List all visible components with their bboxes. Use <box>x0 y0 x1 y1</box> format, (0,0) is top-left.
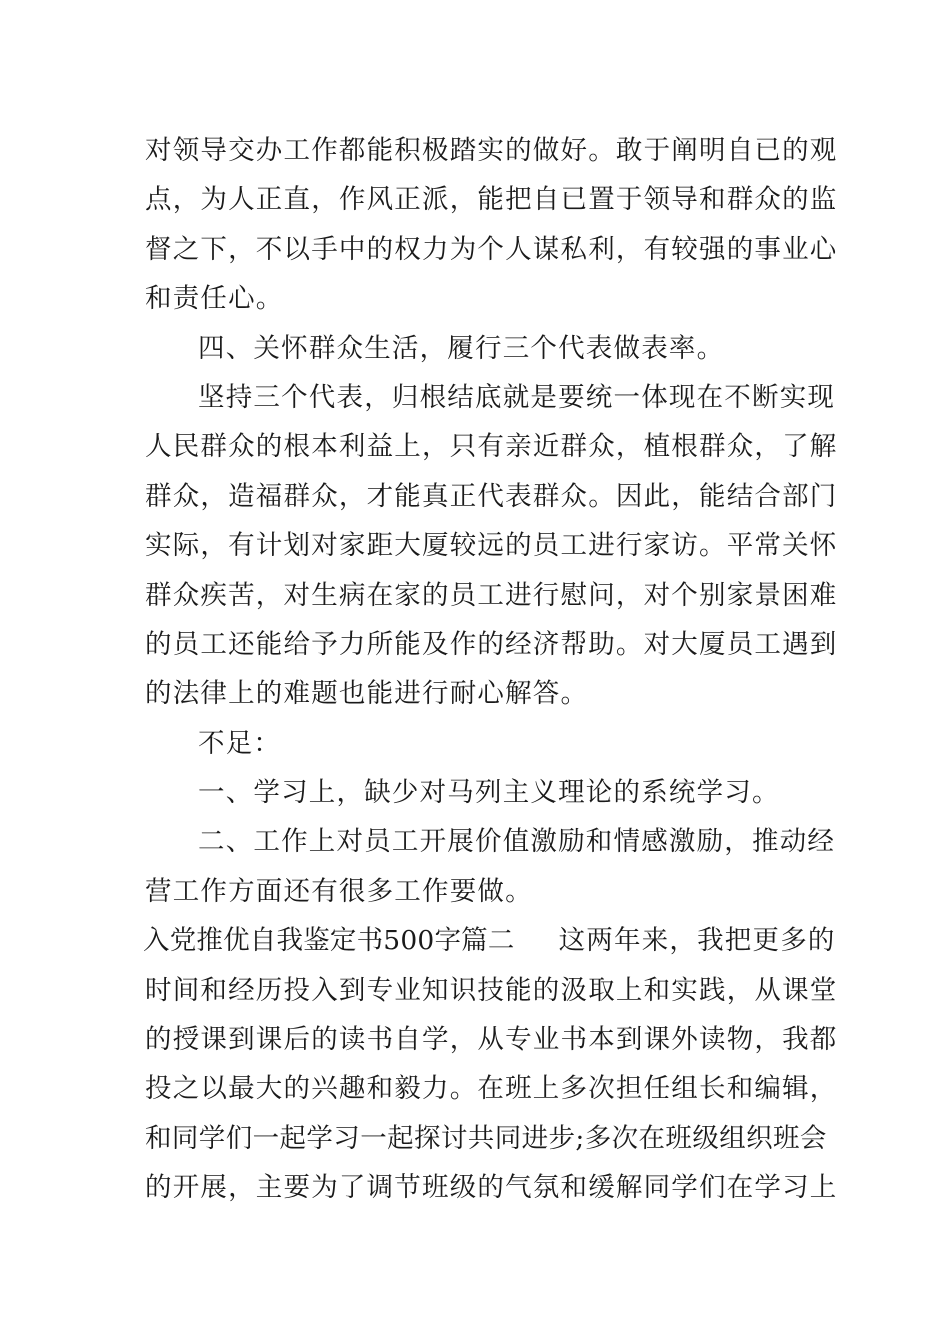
text-line: 群众，造福群众，才能真正代表群众。因此，能结合部门 <box>145 480 838 512</box>
section-heading: 四、关怀群众生活，履行三个代表做表率。 <box>198 332 725 364</box>
text-line: 营工作方面还有很多工作要做。 <box>145 875 533 907</box>
text-line: 和责任心。 <box>145 283 284 315</box>
text-line: 群众疾苦，对生病在家的员工进行慰问，对个别家景困难 <box>145 579 838 611</box>
text-line: 人民群众的根本利益上，只有亲近群众，植根群众，了解 <box>145 431 838 463</box>
list-item: 二、工作上对员工开展价值激励和情感激励，推动经 <box>198 826 836 858</box>
text-line: 时间和经历投入到专业知识技能的汲取上和实践，从课堂 <box>145 974 838 1006</box>
text-line: 的授课到课后的读书自学，从专业书本到课外读物，我都 <box>145 1024 838 1056</box>
text-line: 督之下，不以手中的权力为个人谋私利，有较强的事业心 <box>145 233 838 265</box>
text-line: 的法律上的难题也能进行耐心解答。 <box>145 678 589 710</box>
text-line: 点，为人正直，作风正派，能把自已置于领导和群众的监 <box>145 184 838 216</box>
text-line: 的开展，主要为了调节班级的气氛和缓解同学们在学习上 <box>145 1172 838 1204</box>
text-line: 和同学们一起学习一起探讨共同进步;多次在班级组织班会 <box>145 1122 827 1154</box>
article-heading: 入党推优自我鉴定书500字篇二 <box>143 925 515 957</box>
text-line: 实际，有计划对家距大厦较远的员工进行家访。平常关怀 <box>145 530 838 562</box>
text-line: 投之以最大的兴趣和毅力。在班上多次担任组长和编辑， <box>145 1073 838 1105</box>
section-heading: 不足： <box>198 727 282 759</box>
text-run: 这两年来，我把更多的 <box>558 925 836 957</box>
list-item: 一、学习上，缺少对马列主义理论的系统学习。 <box>198 777 780 809</box>
text-line: 对领导交办工作都能积极踏实的做好。敢于阐明自已的观 <box>145 135 838 166</box>
text-line: 坚持三个代表，归根结底就是要统一体现在不断实现 <box>198 381 836 413</box>
text-line-with-heading <box>143 916 836 965</box>
text-line: 的员工还能给予力所能及作的经济帮助。对大厦员工遇到 <box>145 628 838 660</box>
document-body <box>143 126 838 1213</box>
